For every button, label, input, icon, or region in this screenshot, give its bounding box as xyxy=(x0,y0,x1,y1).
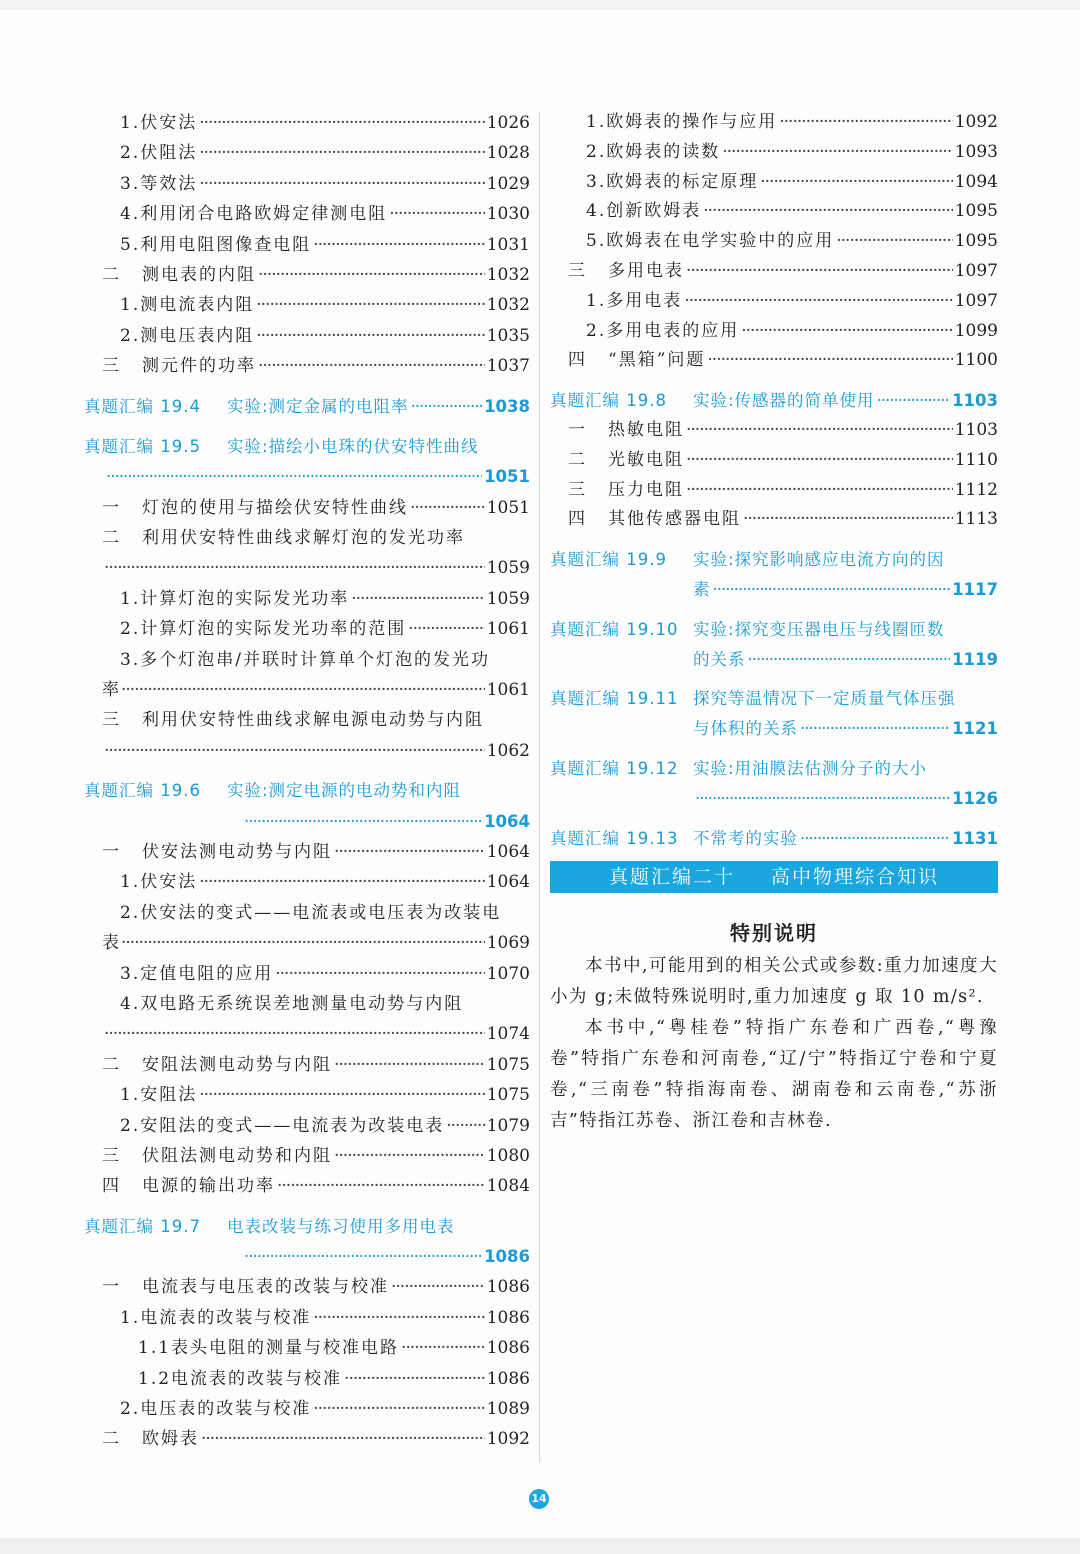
entry-title: 2.伏安法的变式——电流表或电压表为改装电 xyxy=(120,902,502,923)
entry-page: 1075 xyxy=(486,1054,530,1075)
note-paragraph-2: 本书中,“粤桂卷”特指广东卷和广西卷,“粤豫卷”特指广东卷和河南卷,“辽/宁”特指辽宁卷和宁夏卷,“三南卷”特指海南卷、湖南卷和云南卷,“苏浙吉”特指江苏卷、浙江卷和吉林卷. xyxy=(550,1018,998,1132)
toc-entry[interactable] xyxy=(84,351,530,381)
toc-entry[interactable] xyxy=(84,989,530,1019)
entry-page: 1062 xyxy=(486,740,530,761)
entry-page: 1080 xyxy=(486,1145,530,1166)
entry-title: 安阻法测电动势与内阻 xyxy=(142,1054,332,1075)
section-heading[interactable] xyxy=(550,754,998,784)
leader-dots xyxy=(334,837,485,867)
toc-entry[interactable] xyxy=(84,614,530,644)
entry-page: 1086 xyxy=(486,1307,530,1328)
entry-title: 伏阻法测电动势和内阻 xyxy=(142,1145,332,1166)
section-code: 真题汇编 19.13 xyxy=(550,828,679,848)
toc-entry[interactable] xyxy=(550,108,998,138)
toc-entry[interactable] xyxy=(84,645,530,675)
toc-entry[interactable] xyxy=(84,837,530,867)
section-code: 真题汇编 19.10 xyxy=(550,619,679,639)
section-title: 实验:描绘小电珠的伏安特性曲线 xyxy=(227,436,479,456)
toc-entry[interactable] xyxy=(84,1333,530,1363)
leader-dots xyxy=(104,553,485,583)
leader-dots xyxy=(334,1050,485,1080)
toc-entry[interactable] xyxy=(84,1080,530,1110)
entry-title: 利用伏安特性曲线求解电源电动势与内阻 xyxy=(142,710,484,731)
leader-dots xyxy=(741,317,953,347)
leader-dots xyxy=(411,392,483,422)
entry-number: 一 xyxy=(102,1277,119,1298)
section-title: 实验:用油膜法估测分子的大小 xyxy=(693,758,928,778)
toc-left-column xyxy=(84,108,530,1455)
section-heading[interactable] xyxy=(550,386,998,416)
entry-number: 二 xyxy=(102,264,119,285)
toc-entry[interactable] xyxy=(550,446,998,476)
section-heading[interactable] xyxy=(550,684,998,714)
section-code: 真题汇编 19.8 xyxy=(550,391,667,411)
section-heading[interactable] xyxy=(550,824,998,854)
leader-dots xyxy=(244,807,482,837)
toc-entry[interactable] xyxy=(84,1141,530,1171)
entry-title: 1.测电流表内阻 xyxy=(120,295,255,316)
entry-title: 2.计算灯泡的实际发光功率的范围 xyxy=(120,619,407,640)
leader-dots xyxy=(256,321,485,351)
toc-entry[interactable] xyxy=(84,230,530,260)
entry-title: 2.安阻法的变式——电流表为改装电表 xyxy=(120,1115,445,1136)
entry-title: 1.安阻法 xyxy=(120,1085,198,1106)
leader-dots xyxy=(722,138,953,168)
entry-title: 4.创新欧姆表 xyxy=(586,201,702,222)
leader-dots xyxy=(686,416,953,446)
section-heading-continuation[interactable] xyxy=(550,575,998,605)
toc-entry[interactable] xyxy=(84,1394,530,1424)
toc-entry[interactable] xyxy=(84,493,530,523)
entry-page: 1103 xyxy=(954,419,998,440)
leader-dots xyxy=(258,260,485,290)
entry-title: 4.双电路无系统误差地测量电动势与内阻 xyxy=(120,993,464,1014)
entry-title: 1.1表头电阻的测量与校准电路 xyxy=(138,1338,400,1359)
leader-dots xyxy=(313,230,485,260)
entry-page: 1095 xyxy=(954,201,998,222)
toc-right-list xyxy=(550,108,998,853)
entry-title: 利用伏安特性曲线求解灯泡的发光功率 xyxy=(142,528,465,549)
leader-dots xyxy=(277,1171,485,1201)
toc-entry[interactable] xyxy=(84,898,530,928)
entry-title: 欧姆表 xyxy=(142,1429,199,1450)
leader-dots xyxy=(199,108,485,138)
chapter-banner[interactable] xyxy=(550,861,998,893)
section-title: 实验:传感器的简单使用 xyxy=(693,391,875,411)
entry-title: 3.等效法 xyxy=(120,173,198,194)
section-title: 探究等温情况下一定质量气体压强 xyxy=(693,689,956,709)
toc-entry[interactable] xyxy=(84,959,530,989)
entry-title: 光敏电阻 xyxy=(608,449,684,470)
section-page: 1051 xyxy=(484,467,530,487)
entry-title: 1.欧姆表的操作与应用 xyxy=(586,112,778,132)
section-title: 实验:测定电源的电动势和内阻 xyxy=(227,781,462,801)
section-page: 1064 xyxy=(484,811,530,831)
section-page: 1119 xyxy=(952,649,998,669)
toc-entry-continuation[interactable] xyxy=(84,736,530,766)
entry-page: 1094 xyxy=(954,171,998,192)
leader-dots xyxy=(877,386,951,416)
leader-dots xyxy=(686,476,953,506)
entry-title: 2.欧姆表的读数 xyxy=(586,141,721,162)
toc-entry[interactable] xyxy=(84,523,530,553)
entry-page: 1084 xyxy=(486,1176,530,1197)
entry-title: 测元件的功率 xyxy=(142,356,256,377)
leader-dots xyxy=(389,199,485,229)
entry-page: 1032 xyxy=(486,295,530,316)
leader-dots xyxy=(199,867,485,897)
entry-page: 1095 xyxy=(954,231,998,252)
leader-dots xyxy=(713,575,951,605)
section-page: 1086 xyxy=(484,1247,530,1267)
entry-page: 1092 xyxy=(486,1429,530,1450)
leader-dots xyxy=(703,197,953,227)
entry-title: 1.多用电表 xyxy=(586,290,683,311)
section-heading-continuation[interactable] xyxy=(84,1242,530,1272)
entry-page: 1059 xyxy=(486,558,530,579)
entry-number: 二 xyxy=(102,1429,119,1450)
page-number: 14 xyxy=(529,1489,549,1509)
section-heading[interactable] xyxy=(550,615,998,645)
toc-entry[interactable] xyxy=(84,260,530,290)
leader-dots xyxy=(684,287,953,317)
leader-dots xyxy=(401,1333,485,1363)
section-page: 1038 xyxy=(484,396,530,416)
leader-dots xyxy=(104,736,485,766)
toc-entry-continuation[interactable] xyxy=(84,1019,530,1049)
entry-title: 灯泡的使用与描绘伏安特性曲线 xyxy=(142,497,408,518)
section-heading-continuation[interactable] xyxy=(84,462,530,492)
entry-number: 二 xyxy=(102,1054,119,1075)
leader-dots xyxy=(313,1394,485,1424)
entry-page: 1061 xyxy=(486,619,530,640)
entry-page: 1086 xyxy=(486,1368,530,1389)
leader-dots xyxy=(408,614,485,644)
section-heading-continuation[interactable] xyxy=(550,784,998,814)
entry-page: 1086 xyxy=(486,1338,530,1359)
toc-entry[interactable] xyxy=(84,1364,530,1394)
entry-title: 5.利用电阻图像查电阻 xyxy=(120,234,312,255)
chapter-code: 真题汇编二十 xyxy=(608,866,735,889)
toc-entry[interactable] xyxy=(550,346,998,376)
entry-page: 1092 xyxy=(954,112,998,132)
leader-dots xyxy=(707,346,952,376)
entry-number: 二 xyxy=(102,528,119,549)
entry-page: 1086 xyxy=(486,1277,530,1298)
entry-title: 1.伏安法 xyxy=(120,113,198,133)
entry-number: 三 xyxy=(102,356,119,377)
entry-title: 电源的输出功率 xyxy=(142,1176,275,1197)
toc-entry[interactable] xyxy=(84,1272,530,1302)
entry-page: 1070 xyxy=(486,963,530,984)
toc-entry[interactable] xyxy=(84,290,530,320)
entry-page: 1074 xyxy=(486,1024,530,1045)
entry-title: 1.伏安法 xyxy=(120,872,198,893)
section-code: 真题汇编 19.5 xyxy=(84,436,201,456)
section-title: 实验:探究影响感应电流方向的因 xyxy=(693,550,945,570)
leader-dots xyxy=(199,1080,485,1110)
toc-entry[interactable] xyxy=(84,1303,530,1333)
toc-entry[interactable] xyxy=(550,505,998,535)
section-heading-continuation[interactable] xyxy=(550,714,998,744)
top-border xyxy=(0,0,1080,10)
section-page: 1121 xyxy=(952,719,998,739)
entry-page: 1032 xyxy=(486,264,530,285)
note-title: 特别说明 xyxy=(730,921,818,946)
entry-page: 1097 xyxy=(954,290,998,311)
toc-entry[interactable] xyxy=(84,199,530,229)
leader-dots xyxy=(344,1364,485,1394)
toc-entry[interactable] xyxy=(550,257,998,287)
leader-dots xyxy=(104,1019,485,1049)
entry-page: 1059 xyxy=(486,588,530,609)
entry-title: 伏安法测电动势与内阻 xyxy=(142,841,332,862)
entry-number: 二 xyxy=(568,449,585,470)
note-body xyxy=(550,951,998,1137)
section-title-cont: 的关系 xyxy=(693,649,746,669)
entry-page: 1110 xyxy=(954,449,998,470)
section-heading-continuation[interactable] xyxy=(550,645,998,675)
leader-dots xyxy=(800,714,950,744)
section-title: 实验:探究变压器电压与线圈匝数 xyxy=(693,619,945,639)
toc-entry[interactable] xyxy=(550,476,998,506)
entry-page: 1030 xyxy=(486,204,530,225)
leader-dots xyxy=(106,462,482,492)
section-heading[interactable] xyxy=(84,432,530,462)
leader-dots xyxy=(244,1242,482,1272)
entry-number: 四 xyxy=(102,1176,119,1197)
section-title: 电表改装与练习使用多用电表 xyxy=(227,1216,455,1236)
leader-dots xyxy=(800,824,950,854)
section-title-cont: 素 xyxy=(693,579,711,599)
leader-dots xyxy=(686,446,953,476)
toc-entry-continuation[interactable] xyxy=(84,675,530,705)
entry-number: 一 xyxy=(568,419,585,440)
leader-dots xyxy=(313,1303,485,1333)
entry-page: 1028 xyxy=(486,143,530,164)
entry-page: 1097 xyxy=(954,260,998,281)
entry-page: 1037 xyxy=(486,356,530,377)
toc-entry[interactable] xyxy=(84,584,530,614)
entry-title: 2.电压表的改装与校准 xyxy=(120,1399,312,1420)
section-heading[interactable] xyxy=(84,776,530,806)
entry-number: 一 xyxy=(102,841,119,862)
leader-dots xyxy=(836,227,953,257)
section-page: 1103 xyxy=(952,391,998,411)
column-divider xyxy=(539,112,540,1462)
section-heading[interactable] xyxy=(84,392,530,422)
entry-title: 2.伏阻法 xyxy=(120,143,198,164)
leader-dots xyxy=(334,1141,485,1171)
toc-entry[interactable] xyxy=(84,867,530,897)
entry-title: 热敏电阻 xyxy=(608,419,684,440)
section-page: 1126 xyxy=(952,788,998,808)
entry-title: 1.电流表的改装与校准 xyxy=(120,1307,312,1328)
section-heading[interactable] xyxy=(84,1212,530,1242)
entry-title: 电流表与电压表的改装与校准 xyxy=(142,1277,389,1298)
entry-page: 1112 xyxy=(954,479,998,500)
section-heading-continuation[interactable] xyxy=(84,807,530,837)
leader-dots xyxy=(275,959,485,989)
chapter-title: 高中物理综合知识 xyxy=(771,866,940,889)
bottom-border xyxy=(0,1538,1080,1554)
leader-dots xyxy=(686,257,953,287)
section-page: 1131 xyxy=(952,828,998,848)
entry-title: 2.测电压表内阻 xyxy=(120,325,255,346)
toc-entry[interactable] xyxy=(550,416,998,446)
leader-dots xyxy=(201,1424,485,1454)
leader-dots xyxy=(760,168,953,198)
toc-entry[interactable] xyxy=(550,227,998,257)
entry-page: 1113 xyxy=(954,509,998,530)
section-code: 真题汇编 19.11 xyxy=(550,689,679,709)
note-paragraph-1: 本书中,可能用到的相关公式或参数:重力加速度大小为 g;未做特殊说明时,重力加速度 g 取 10 m/s². xyxy=(550,956,998,1008)
section-code: 真题汇编 19.6 xyxy=(84,781,201,801)
toc-entry[interactable] xyxy=(550,168,998,198)
entry-title: 4.利用闭合电路欧姆定律测电阻 xyxy=(120,204,388,225)
toc-entry[interactable] xyxy=(84,108,530,138)
toc-entry-continuation[interactable] xyxy=(84,553,530,583)
leader-dots xyxy=(743,505,953,535)
section-title: 不常考的实验 xyxy=(693,828,798,848)
leader-dots xyxy=(256,290,485,320)
entry-number: 四 xyxy=(568,509,585,530)
toc-entry[interactable] xyxy=(84,1050,530,1080)
entry-title: 5.欧姆表在电学实验中的应用 xyxy=(586,231,835,252)
section-heading[interactable] xyxy=(550,545,998,575)
entry-number: 三 xyxy=(568,260,585,281)
toc-entry[interactable] xyxy=(84,1111,530,1141)
entry-title: 测电表的内阻 xyxy=(142,264,256,285)
toc-entry-continuation[interactable] xyxy=(84,928,530,958)
leader-dots xyxy=(748,645,951,675)
entry-page: 1099 xyxy=(954,320,998,341)
section-title-cont: 与体积的关系 xyxy=(693,719,798,739)
entry-page: 1026 xyxy=(486,113,530,133)
section-code: 真题汇编 19.4 xyxy=(84,396,201,416)
toc-entry[interactable] xyxy=(84,138,530,168)
toc-entry[interactable] xyxy=(84,169,530,199)
entry-page: 1064 xyxy=(486,872,530,893)
leader-dots xyxy=(446,1111,485,1141)
entry-number: 三 xyxy=(102,710,119,731)
entry-title: 1.2电流表的改装与校准 xyxy=(138,1368,343,1389)
entry-title: “黑箱”问题 xyxy=(608,350,706,371)
section-page: 1117 xyxy=(952,579,998,599)
entry-title: 3.欧姆表的标定原理 xyxy=(586,171,759,192)
entry-page: 1031 xyxy=(486,234,530,255)
entry-page: 1064 xyxy=(486,841,530,862)
leader-dots xyxy=(199,169,485,199)
entry-title: 2.多用电表的应用 xyxy=(586,320,740,341)
toc-entry[interactable] xyxy=(84,1171,530,1201)
toc-entry[interactable] xyxy=(84,705,530,735)
leader-dots xyxy=(121,675,485,705)
section-code: 真题汇编 19.7 xyxy=(84,1216,201,1236)
section-code: 真题汇编 19.12 xyxy=(550,758,679,778)
entry-number: 四 xyxy=(568,350,585,371)
entry-page: 1061 xyxy=(486,680,530,701)
entry-page: 1069 xyxy=(486,933,530,954)
entry-title: 其他传感器电阻 xyxy=(608,509,741,530)
toc-right-column xyxy=(550,108,998,1137)
entry-page: 1029 xyxy=(486,173,530,194)
entry-number: 三 xyxy=(102,1145,119,1166)
leader-dots xyxy=(695,784,950,814)
entry-title: 多用电表 xyxy=(608,260,684,281)
entry-page: 1079 xyxy=(486,1115,530,1136)
entry-title: 3.定值电阻的应用 xyxy=(120,963,274,984)
entry-page: 1089 xyxy=(486,1399,530,1420)
leader-dots xyxy=(351,584,485,614)
entry-number: 一 xyxy=(102,497,119,518)
leader-dots xyxy=(410,493,485,523)
toc-entry[interactable] xyxy=(84,321,530,351)
entry-number: 三 xyxy=(568,479,585,500)
leader-dots xyxy=(121,928,485,958)
entry-page: 1100 xyxy=(954,350,998,371)
entry-title: 3.多个灯泡串/并联时计算单个灯泡的发光功 xyxy=(120,649,490,670)
entry-title: 1.计算灯泡的实际发光功率 xyxy=(120,588,350,609)
toc-entry[interactable] xyxy=(550,317,998,347)
entry-page: 1075 xyxy=(486,1085,530,1106)
toc-entry[interactable] xyxy=(550,287,998,317)
entry-page: 1035 xyxy=(486,325,530,346)
leader-dots xyxy=(779,108,953,138)
entry-title-cont: 率 xyxy=(102,680,119,701)
toc-entry[interactable] xyxy=(550,197,998,227)
entry-page: 1093 xyxy=(954,141,998,162)
leader-dots xyxy=(258,351,485,381)
toc-entry[interactable] xyxy=(84,1424,530,1454)
toc-entry[interactable] xyxy=(550,138,998,168)
entry-title: 压力电阻 xyxy=(608,479,684,500)
leader-dots xyxy=(199,138,485,168)
section-title: 实验:测定金属的电阻率 xyxy=(227,396,409,416)
entry-page: 1051 xyxy=(486,497,530,518)
leader-dots xyxy=(391,1272,485,1302)
section-code: 真题汇编 19.9 xyxy=(550,550,667,570)
entry-title-cont: 表 xyxy=(102,933,119,954)
